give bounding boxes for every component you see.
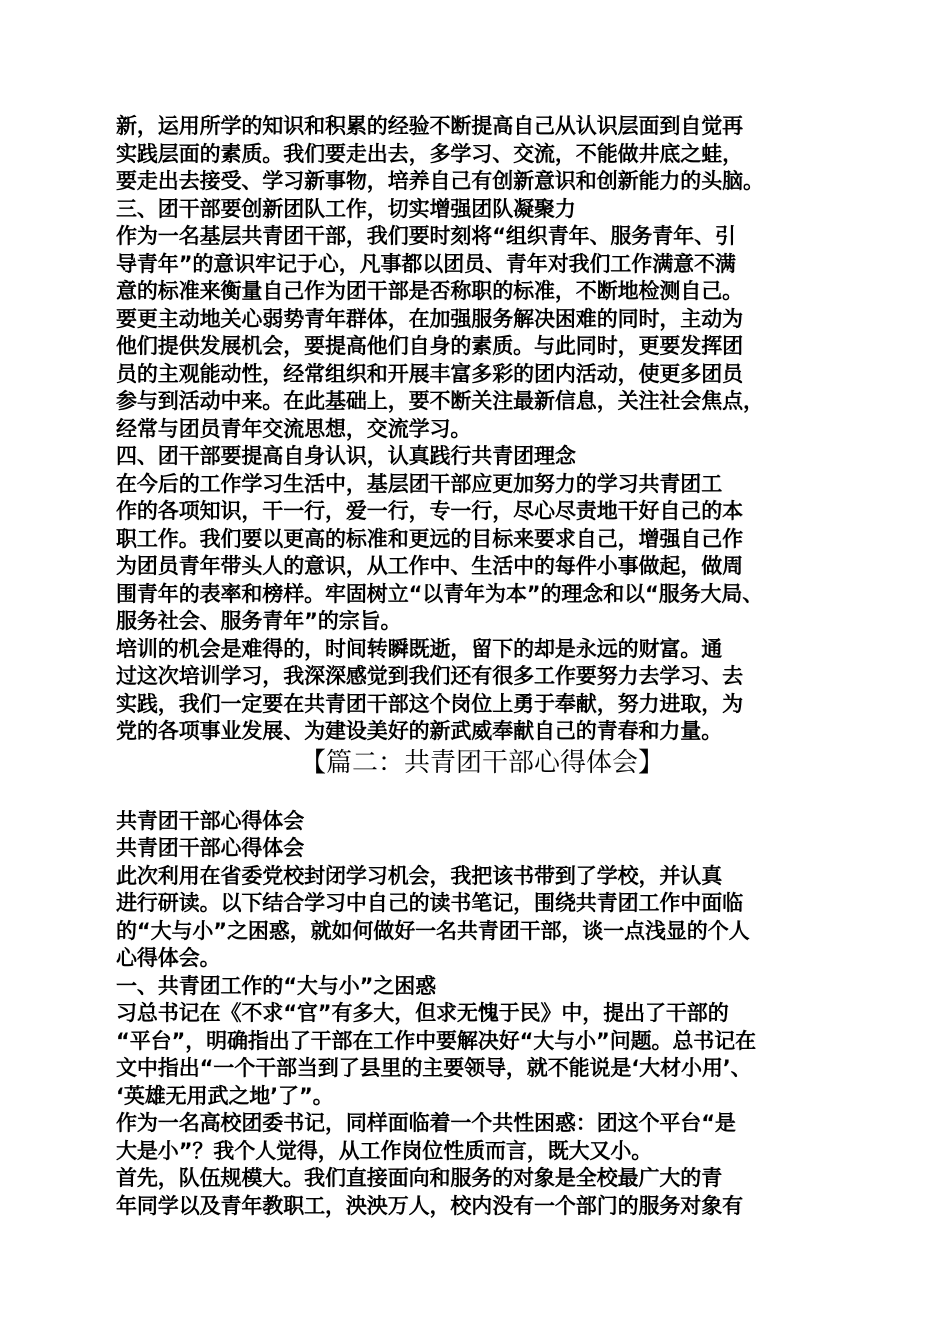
paragraph-intro [116, 113, 848, 196]
paragraph-four [116, 471, 848, 636]
text-line: 要走出去接受、学习新事物，培养自己有创新意识和创新能力的头脑。 [116, 169, 764, 193]
section-title: 【篇二：共青团干部心得体会】 [299, 747, 664, 778]
text-line: 实践，我们一定要在共青团干部这个岗位上勇于奉献，努力进取，为 [116, 691, 743, 716]
paragraph-first [116, 1165, 848, 1220]
text-line: 的“大与小”之困惑，就如何做好一名共青团干部，谈一点浅显的个人 [116, 918, 750, 943]
text-line: 实践层面的素质。我们要走出去，多学习、交流，不能做井底之蛙， [116, 141, 743, 166]
text-line: 党的各项事业发展、为建设美好的新武威奉献自己的青春和力量。 [116, 719, 723, 743]
paragraph-three [116, 223, 848, 443]
text-line: 心得体会。 [116, 946, 221, 970]
text-line: 员的主观能动性，经常组织和开展丰富多彩的团内活动，使更多团员 [116, 361, 743, 386]
text-line: 新，运用所学的知识和积累的经验不断提高自己从认识层面到自觉再 [116, 114, 743, 138]
text-line: ‘英雄无用武之地’了”。 [116, 1083, 334, 1108]
text-line: 服务社会、服务青年”的宗旨。 [116, 609, 402, 633]
text-line: 年同学以及青年教职工，泱泱万人，校内没有一个部门的服务对象有 [116, 1193, 743, 1218]
text-line: 作为一名高校团委书记，同样面临着一个共性困惑：团这个平台“是 [116, 1111, 736, 1135]
text-line: 围青年的表率和榜样。牢固树立“以青年为本”的理念和以“服务大局、 [116, 581, 764, 606]
text-line: 进行研读。以下结合学习中自己的读书笔记，围绕共青团工作中面临 [116, 891, 743, 915]
text-line: 他们提供发展机会，要提高他们自身的素质。与此同时，更要发挥团 [116, 334, 743, 358]
text-line: 作为一名基层共青团干部，我们要时刻将“组织青年、服务青年、引 [116, 224, 736, 248]
text-line: 参与到活动中来。在此基础上，要不断关注最新信息，关注社会焦点， [116, 389, 764, 413]
text-line: 经常与团员青年交流思想，交流学习。 [116, 416, 472, 441]
text-line: 作的各项知识，干一行，爱一行，专一行，尽心尽责地干好自己的本 [116, 499, 743, 523]
text-line: 此次利用在省委党校封闭学习机会，我把该书带到了学校，并认真 [116, 863, 723, 888]
article-title: 共青团干部心得体会 [116, 808, 305, 833]
text-line: 首先，队伍规模大。我们直接面向和服务的对象是全校最广大的青 [116, 1166, 723, 1190]
paragraph-five [116, 636, 848, 746]
text-line: 大是小”？我个人觉得，从工作岗位性质而言，既大又小。 [116, 1138, 653, 1163]
text-line: “平台”，明确指出了干部在工作中要解决好“大与小”问题。总书记在 [116, 1028, 757, 1053]
heading-three: 三、团干部要创新团队工作，切实增强团队凝聚力 [116, 196, 576, 221]
text-line: 文中指出“一个干部当到了县里的主要领导，就不能说是‘大材小用’、 [116, 1056, 752, 1080]
paragraph-question [116, 1110, 848, 1165]
paragraph-quote [116, 1000, 848, 1110]
text-line: 在今后的工作学习生活中，基层团干部应更加努力的学习共青团工 [116, 471, 723, 496]
heading-four: 四、团干部要提高自身认识，认真践行共青团理念 [116, 444, 576, 468]
text-line: 培训的机会是难得的，时间转瞬既逝，留下的却是永远的财富。通 [116, 636, 723, 661]
text-line: 为团员青年带头人的意识，从工作中、生活中的每件小事做起，做周 [116, 554, 743, 578]
heading-one: 一、共青团工作的“大与小”之困惑 [116, 973, 437, 998]
document-page [116, 113, 848, 1220]
article-subtitle: 共青团干部心得体会 [116, 836, 305, 860]
text-line: 意的标准来衡量自己作为团干部是否称职的标准，不断地检测自己。 [116, 279, 743, 303]
text-line: 习总书记在《不求“官”有多大，但求无愧于民》中，提出了干部的 [116, 1001, 729, 1025]
text-line: 职工作。我们要以更高的标准和更远的目标来要求自己，增强自己作 [116, 526, 743, 551]
text-line: 过这次培训学习，我深深感觉到我们还有很多工作要努力去学习、去 [116, 664, 743, 688]
paragraph-opening [116, 863, 848, 973]
text-line: 导青年”的意识牢记于心，凡事都以团员、青年对我们工作满意不满 [116, 251, 736, 276]
text-line: 要更主动地关心弱势青年群体，在加强服务解决困难的同时，主动为 [116, 306, 743, 331]
